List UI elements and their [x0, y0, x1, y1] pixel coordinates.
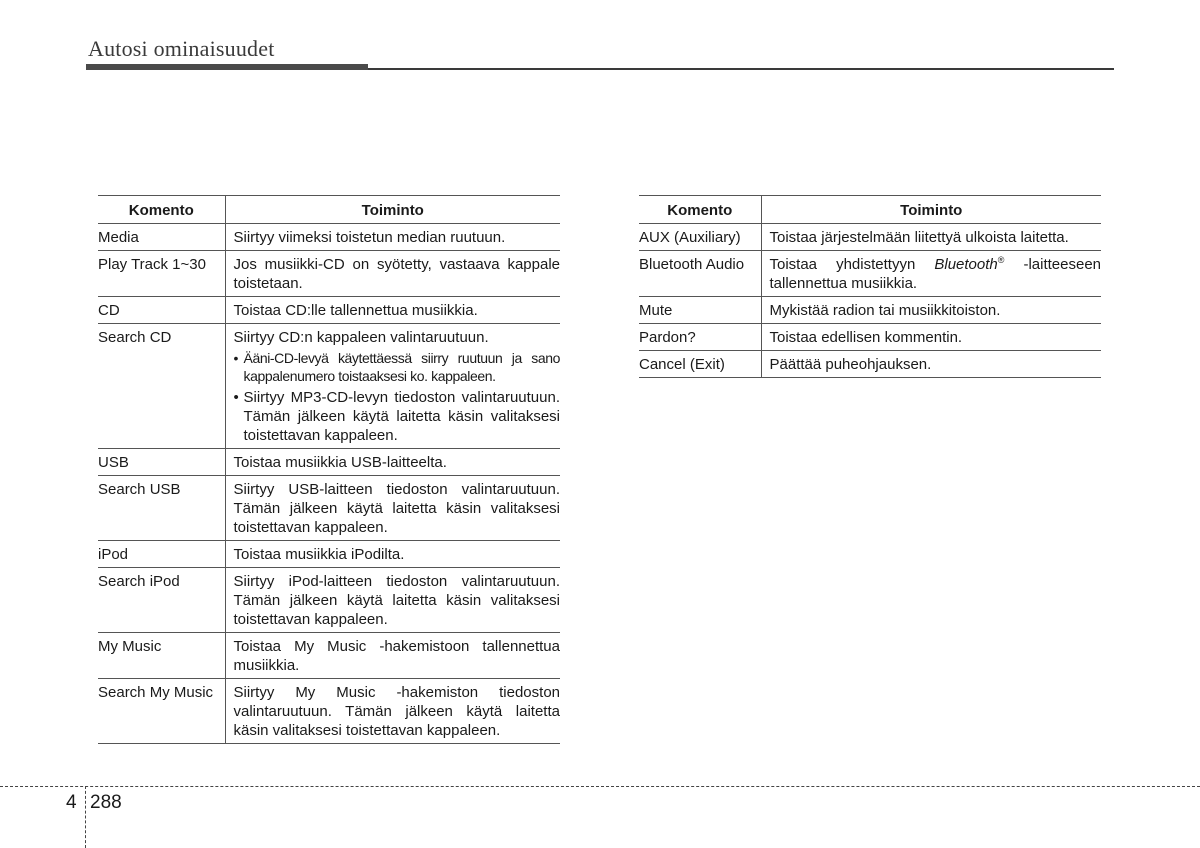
command-cell: Play Track 1~30 [98, 251, 225, 297]
command-cell: AUX (Auxiliary) [639, 224, 761, 251]
table-row [639, 324, 1101, 351]
command-cell: Mute [639, 297, 761, 324]
table-row [98, 679, 560, 744]
footer-vertical-divider [85, 786, 86, 848]
command-cell: Cancel (Exit) [639, 351, 761, 378]
command-cell: iPod [98, 541, 225, 568]
command-cell: My Music [98, 633, 225, 679]
bullet-icon: • [233, 389, 239, 406]
bluetooth-brand-text: Bluetooth [934, 256, 998, 273]
column-header-function: Toiminto [761, 196, 1101, 224]
function-cell: Toistaa edellisen kommentin. [761, 324, 1101, 351]
command-cell: Search USB [98, 476, 225, 541]
command-cell: Search CD [98, 324, 225, 449]
bullet-item [234, 349, 561, 385]
function-cell: Päättää puheohjauksen. [761, 351, 1101, 378]
header-rule-thick [86, 64, 368, 70]
command-cell: USB [98, 449, 225, 476]
function-cell: Toistaa musiikkia iPodilta. [225, 541, 560, 568]
header-rule-thin [368, 68, 1114, 70]
table-row [98, 568, 560, 633]
function-cell [761, 251, 1101, 297]
function-cell: Toistaa järjestelmään liitettyä ulkoista laitetta. [761, 224, 1101, 251]
page-number: 288 [90, 792, 122, 813]
bullet-item [234, 388, 561, 445]
table-row [98, 633, 560, 679]
table-row [98, 541, 560, 568]
column-header-function: Toiminto [225, 196, 560, 224]
chapter-number: 4 [66, 792, 77, 813]
table-row [98, 251, 560, 297]
command-cell: Media [98, 224, 225, 251]
function-cell: Siirtyy iPod-laitteen tiedoston valintaruutuun. Tämän jälkeen käytä laitetta käsin valitaksesi toistettavan kappaleen. [225, 568, 560, 633]
function-cell: Mykistää radion tai musiikkitoiston. [761, 297, 1101, 324]
footer-divider [0, 786, 1200, 787]
table-header-row [98, 196, 560, 224]
bullet-text: Siirtyy MP3-CD-levyn tiedoston valintaruutuun. Tämän jälkeen käytä laitetta käsin valitaksesi toistettavan kappaleen. [243, 389, 560, 444]
table-header-row [639, 196, 1101, 224]
command-cell: Search My Music [98, 679, 225, 744]
command-cell: Bluetooth Audio [639, 251, 761, 297]
function-cell: Siirtyy viimeksi toistetun median ruutuun. [225, 224, 560, 251]
command-cell: CD [98, 297, 225, 324]
table-row [639, 224, 1101, 251]
column-header-command: Komento [639, 196, 761, 224]
bullet-text: Ääni-CD-levyä käytettäessä siirry ruutuun ja sano kappalenumero toistaaksesi ko. kappaleen. [243, 350, 560, 384]
function-cell: Toistaa CD:lle tallennettua musiikkia. [225, 297, 560, 324]
function-text-end: -laitteeseen tallennettua musiikkia. [769, 256, 1101, 292]
function-text: Siirtyy CD:n kappaleen valintaruutuun. [233, 329, 489, 346]
page-header-title: Autosi ominaisuudet [88, 36, 275, 61]
function-cell: Toistaa My Music -hakemistoon tallennettua musiikkia. [225, 633, 560, 679]
table-row [98, 449, 560, 476]
column-header-command: Komento [98, 196, 225, 224]
voice-command-table-left [98, 195, 560, 744]
function-cell: Jos musiikki-CD on syötetty, vastaava kappale toistetaan. [225, 251, 560, 297]
command-cell: Pardon? [639, 324, 761, 351]
table-row [98, 476, 560, 541]
registered-mark: ® [997, 255, 1005, 265]
table-row [639, 251, 1101, 297]
function-text-start: Toistaa yhdistettyyn [769, 256, 935, 273]
voice-command-table-right [639, 195, 1101, 378]
table-row [639, 351, 1101, 378]
function-cell: Siirtyy My Music -hakemiston tiedoston valintaruutuun. Tämän jälkeen käytä laitetta käsin valitaksesi toistettavan kappaleen. [225, 679, 560, 744]
table-row [98, 224, 560, 251]
table-row [639, 297, 1101, 324]
function-cell: Siirtyy USB-laitteen tiedoston valintaruutuun. Tämän jälkeen käytä laitetta käsin valitaksesi toistettavan kappaleen. [225, 476, 560, 541]
bullet-icon: • [233, 350, 239, 366]
table-row [98, 324, 560, 449]
function-cell: Toistaa musiikkia USB-laitteelta. [225, 449, 560, 476]
function-cell [225, 324, 560, 449]
table-row [98, 297, 560, 324]
command-cell: Search iPod [98, 568, 225, 633]
